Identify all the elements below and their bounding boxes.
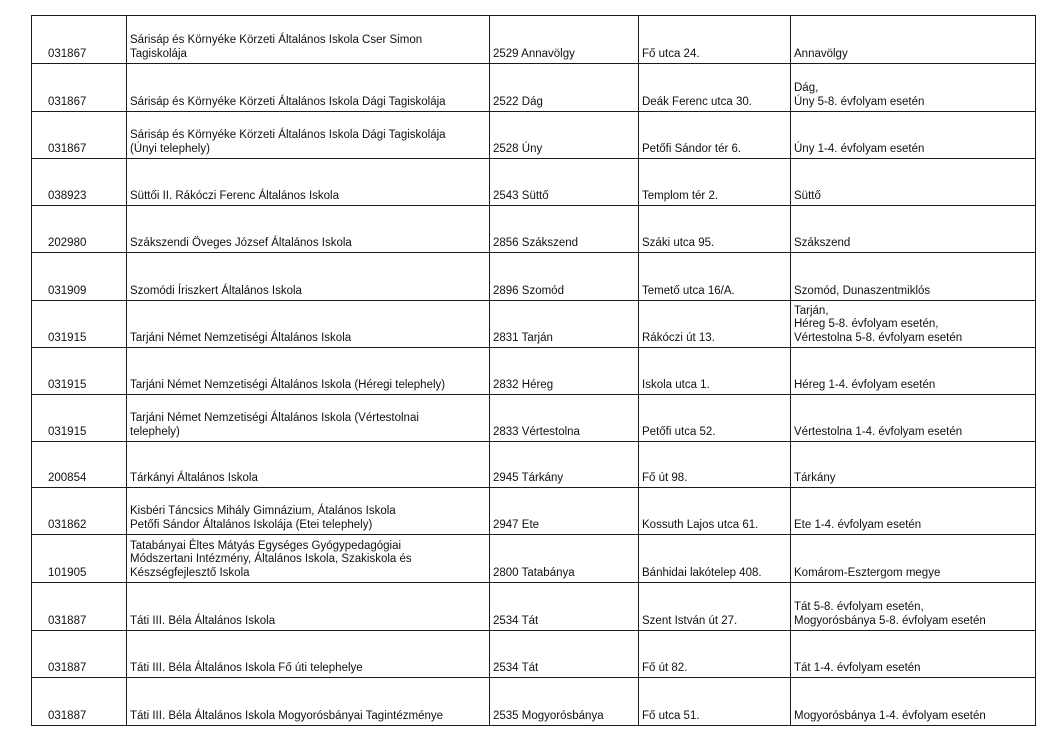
address-cell: Fő utca 24. bbox=[639, 16, 791, 64]
cell-line: Vértestolna 1-4. évfolyam esetén bbox=[794, 425, 963, 438]
catchment-area-cell bbox=[791, 678, 1036, 726]
school-name-cell bbox=[127, 583, 490, 631]
code-cell: 031909 bbox=[32, 253, 127, 301]
school-name-cell bbox=[127, 301, 490, 348]
cell-line: Tatabányai Éltes Mátyás Egységes Gyógypedagógiai bbox=[130, 539, 402, 552]
table-row bbox=[32, 395, 1036, 442]
cell-line: Héreg 1-4. évfolyam esetén bbox=[794, 378, 936, 391]
town-cell: 2856 Szákszend bbox=[490, 206, 639, 253]
cell-line: Szákszend bbox=[794, 236, 851, 249]
address-cell: Rákóczi út 13. bbox=[639, 301, 791, 348]
table-row bbox=[32, 348, 1036, 395]
cell-line: Táti III. Béla Általános Iskola Mogyorósbányai Tagintézménye bbox=[130, 709, 444, 722]
code-cell: 031915 bbox=[32, 395, 127, 442]
address-cell: Deák Ferenc utca 30. bbox=[639, 64, 791, 112]
address-cell: Száki utca 95. bbox=[639, 206, 791, 253]
address-cell: Temető utca 16/A. bbox=[639, 253, 791, 301]
school-name-cell bbox=[127, 159, 490, 206]
cell-line: (Únyi telephely) bbox=[130, 142, 210, 155]
table-row bbox=[32, 159, 1036, 206]
catchment-area-cell bbox=[791, 348, 1036, 395]
table-row bbox=[32, 442, 1036, 488]
address-cell: Bánhidai lakótelep 408. bbox=[639, 535, 791, 583]
cell-line: Vértestolna 5-8. évfolyam esetén bbox=[794, 331, 963, 344]
table-row bbox=[32, 535, 1036, 583]
table-row bbox=[32, 678, 1036, 726]
town-cell: 2522 Dág bbox=[490, 64, 639, 112]
school-district-table bbox=[31, 15, 1036, 726]
cell-line: Mogyorósbánya 5-8. évfolyam esetén bbox=[794, 614, 986, 627]
cell-line: Tárkány bbox=[794, 471, 836, 484]
cell-line: Módszertani Intézmény, Általános Iskola, Szakiskola és bbox=[130, 553, 412, 565]
cell-line: Úny 5-8. évfolyam esetén bbox=[794, 95, 925, 108]
address-cell: Fő út 98. bbox=[639, 442, 791, 488]
catchment-area-cell bbox=[791, 442, 1036, 488]
cell-line: Szomódi Íriszkert Általános Iskola bbox=[130, 284, 302, 297]
catchment-area-cell bbox=[791, 112, 1036, 159]
town-cell: 2945 Tárkány bbox=[490, 442, 639, 488]
cell-line: Annavölgy bbox=[794, 47, 848, 60]
school-name-cell bbox=[127, 535, 490, 583]
catchment-area-cell bbox=[791, 159, 1036, 206]
town-cell: 2831 Tarján bbox=[490, 301, 639, 348]
cell-line: Ete 1-4. évfolyam esetén bbox=[794, 518, 922, 531]
town-cell: 2528 Úny bbox=[490, 112, 639, 159]
table-row bbox=[32, 631, 1036, 678]
town-cell: 2896 Szomód bbox=[490, 253, 639, 301]
school-name-cell bbox=[127, 253, 490, 301]
school-name-cell bbox=[127, 631, 490, 678]
code-cell: 031862 bbox=[32, 488, 127, 535]
code-cell: 031887 bbox=[32, 678, 127, 726]
cell-line: Tarjáni Német Nemzetiségi Általános Iskola (Vértestolnai bbox=[130, 412, 419, 424]
address-cell: Szent István út 27. bbox=[639, 583, 791, 631]
school-name-cell bbox=[127, 678, 490, 726]
code-cell: 031867 bbox=[32, 64, 127, 112]
town-cell: 2535 Mogyorósbánya bbox=[490, 678, 639, 726]
school-name-cell bbox=[127, 442, 490, 488]
catchment-area-cell bbox=[791, 253, 1036, 301]
cell-line: Sárisáp és Környéke Körzeti Általános Iskola Cser Simon bbox=[130, 34, 423, 46]
table-row bbox=[32, 583, 1036, 631]
cell-line: Tarján, bbox=[794, 304, 829, 317]
code-cell: 031867 bbox=[32, 112, 127, 159]
school-name-cell bbox=[127, 206, 490, 253]
cell-line: Süttő bbox=[794, 189, 821, 202]
town-cell: 2833 Vértestolna bbox=[490, 395, 639, 442]
cell-line: Szákszendi Öveges József Általános Iskola bbox=[130, 236, 352, 249]
school-name-cell bbox=[127, 64, 490, 112]
cell-line: Dág, bbox=[794, 82, 819, 94]
school-name-cell bbox=[127, 112, 490, 159]
code-cell: 101905 bbox=[32, 535, 127, 583]
table-row bbox=[32, 301, 1036, 348]
school-name-cell bbox=[127, 488, 490, 535]
school-name-cell bbox=[127, 16, 490, 64]
cell-line: Táti III. Béla Általános Iskola Fő úti telephelye bbox=[130, 661, 363, 674]
code-cell: 200854 bbox=[32, 442, 127, 488]
cell-line: Úny 1-4. évfolyam esetén bbox=[794, 142, 925, 155]
code-cell: 038923 bbox=[32, 159, 127, 206]
cell-line: Sárisáp és Környéke Körzeti Általános Iskola Dági Tagiskolája bbox=[130, 95, 446, 108]
catchment-area-cell bbox=[791, 631, 1036, 678]
table-row bbox=[32, 16, 1036, 64]
catchment-area-cell bbox=[791, 395, 1036, 442]
school-name-cell bbox=[127, 395, 490, 442]
town-cell: 2534 Tát bbox=[490, 631, 639, 678]
school-name-cell bbox=[127, 348, 490, 395]
catchment-area-cell bbox=[791, 488, 1036, 535]
cell-line: Petőfi Sándor Általános Iskolája (Etei telephely) bbox=[130, 518, 373, 531]
cell-line: Tárkányi Általános Iskola bbox=[130, 471, 258, 484]
town-cell: 2800 Tatabánya bbox=[490, 535, 639, 583]
address-cell: Fő utca 51. bbox=[639, 678, 791, 726]
catchment-area-cell bbox=[791, 64, 1036, 112]
address-cell: Iskola utca 1. bbox=[639, 348, 791, 395]
address-cell: Petőfi Sándor tér 6. bbox=[639, 112, 791, 159]
cell-line: Héreg 5-8. évfolyam esetén, bbox=[794, 318, 939, 330]
cell-line: Tarjáni Német Nemzetiségi Általános Iskola (Héregi telephely) bbox=[130, 378, 446, 391]
cell-line: Készségfejlesztő Iskola bbox=[130, 566, 250, 579]
catchment-area-cell bbox=[791, 206, 1036, 253]
cell-line: Sárisáp és Környéke Körzeti Általános Iskola Dági Tagiskolája bbox=[130, 129, 446, 141]
code-cell: 031887 bbox=[32, 631, 127, 678]
table-row bbox=[32, 206, 1036, 253]
cell-line: Komárom-Esztergom megye bbox=[794, 566, 941, 579]
table-row bbox=[32, 64, 1036, 112]
code-cell: 031887 bbox=[32, 583, 127, 631]
code-cell: 031915 bbox=[32, 301, 127, 348]
catchment-area-cell bbox=[791, 535, 1036, 583]
code-cell: 202980 bbox=[32, 206, 127, 253]
town-cell: 2529 Annavölgy bbox=[490, 16, 639, 64]
town-cell: 2543 Süttő bbox=[490, 159, 639, 206]
catchment-area-cell bbox=[791, 16, 1036, 64]
cell-line: Tát 5-8. évfolyam esetén, bbox=[794, 601, 924, 613]
cell-line: Mogyorósbánya 1-4. évfolyam esetén bbox=[794, 709, 986, 722]
cell-line: Tarjáni Német Nemzetiségi Általános Iskola bbox=[130, 331, 352, 344]
address-cell: Petőfi utca 52. bbox=[639, 395, 791, 442]
town-cell: 2947 Ete bbox=[490, 488, 639, 535]
table-row bbox=[32, 253, 1036, 301]
catchment-area-cell bbox=[791, 583, 1036, 631]
cell-line: Tát 1-4. évfolyam esetén bbox=[794, 661, 921, 674]
cell-line: Tagiskolája bbox=[130, 47, 187, 60]
address-cell: Kossuth Lajos utca 61. bbox=[639, 488, 791, 535]
code-cell: 031915 bbox=[32, 348, 127, 395]
cell-line: Szomód, Dunaszentmiklós bbox=[794, 284, 931, 297]
code-cell: 031867 bbox=[32, 16, 127, 64]
town-cell: 2534 Tát bbox=[490, 583, 639, 631]
cell-line: Kisbéri Táncsics Mihály Gimnázium, Átalános Iskola bbox=[130, 505, 396, 517]
cell-line: telephely) bbox=[130, 425, 180, 438]
table-row bbox=[32, 112, 1036, 159]
cell-line: Süttői II. Rákóczi Ferenc Általános Iskola bbox=[130, 189, 340, 202]
table-row bbox=[32, 488, 1036, 535]
address-cell: Fő út 82. bbox=[639, 631, 791, 678]
address-cell: Templom tér 2. bbox=[639, 159, 791, 206]
town-cell: 2832 Héreg bbox=[490, 348, 639, 395]
cell-line: Táti III. Béla Általános Iskola bbox=[130, 614, 276, 627]
catchment-area-cell bbox=[791, 301, 1036, 348]
